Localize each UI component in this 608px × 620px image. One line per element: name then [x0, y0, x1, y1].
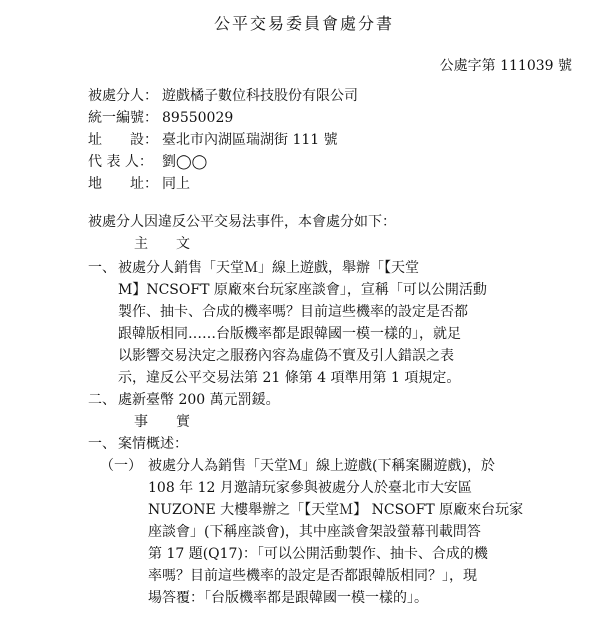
representative-value: 劉◯◯: [162, 154, 208, 170]
unified-no-label: 統一編號：: [88, 110, 158, 126]
main-item-1-line: 製作、抽卡、合成的機率嗎？目前這些機率的設定是否都: [118, 304, 468, 320]
facts-subsection-line: 108 年 12 月邀請玩家參與被處分人於臺北市大安區: [148, 480, 472, 496]
main-item-1-line: 示，違反公平交易法第 21 條第 4 項準用第 1 項規定。: [118, 370, 461, 386]
main-heading: 主 文: [134, 236, 190, 252]
location-value: 同上: [162, 176, 190, 192]
intro-sentence: 被處分人因違反公平交易法事件，本會處分如下：: [88, 214, 396, 230]
respondent-value: 遊戲橘子數位科技股份有限公司: [162, 88, 358, 104]
representative-label: 代 表 人：: [88, 154, 153, 170]
main-item-1-marker: 一、: [88, 260, 116, 276]
facts-subsection-line: 座談會」(下稱座談會)，其中座談會架設螢幕刊載問答: [148, 524, 481, 540]
facts-subsection-1-marker: （一）: [100, 458, 142, 474]
main-item-1-line: 被處分人銷售「天堂Ｍ」線上遊戲，舉辦「【天堂: [118, 260, 419, 276]
main-item-1-line: 以影響交易決定之服務內容為虛偽不實及引人錯誤之表: [118, 348, 454, 364]
facts-subsection-line: 場答覆：「台版機率都是跟韓國一模一樣的」。: [148, 590, 428, 606]
facts-subsection-line: 被處分人為銷售「天堂Ｍ」線上遊戲(下稱案關遊戲)，於: [148, 458, 495, 474]
facts-subsection-line: 第 17 題(Q17)：「可以公開活動製作、抽卡、合成的機: [148, 546, 488, 562]
main-item-1-line: 跟韓版相同……台版機率都是跟韓國一模一樣的」，就足: [118, 326, 461, 342]
location-label: 地 址：: [88, 176, 158, 192]
facts-subsection-line: NUZONE 大樓舉辦之「【天堂Ｍ】 NCSOFT 原廠來台玩家: [148, 502, 524, 518]
respondent-label: 被處分人：: [88, 88, 158, 104]
document-title: 公平交易委員會處分書: [213, 14, 394, 33]
facts-section-1-marker: 一、: [88, 436, 116, 452]
unified-no-value: 89550029: [162, 110, 234, 126]
facts-subsection-line: 率嗎？目前這些機率的設定是否都跟韓版相同？」，現: [148, 568, 477, 584]
main-item-2-line: 處新臺幣 200 萬元罰鍰。: [118, 392, 280, 408]
facts-section-1-title: 案情概述：: [118, 436, 188, 452]
facts-heading: 事 實: [134, 414, 190, 430]
address-value: 臺北市內湖區瑞湖街 111 號: [162, 132, 338, 148]
main-item-1-line: M】NCSOFT 原廠來台玩家座談會」，宣稱「可以公開活動: [118, 282, 487, 298]
document-number: 公處字第 111039 號: [439, 58, 572, 74]
main-item-2-marker: 二、: [88, 392, 116, 408]
address-label: 址 設：: [88, 132, 158, 148]
